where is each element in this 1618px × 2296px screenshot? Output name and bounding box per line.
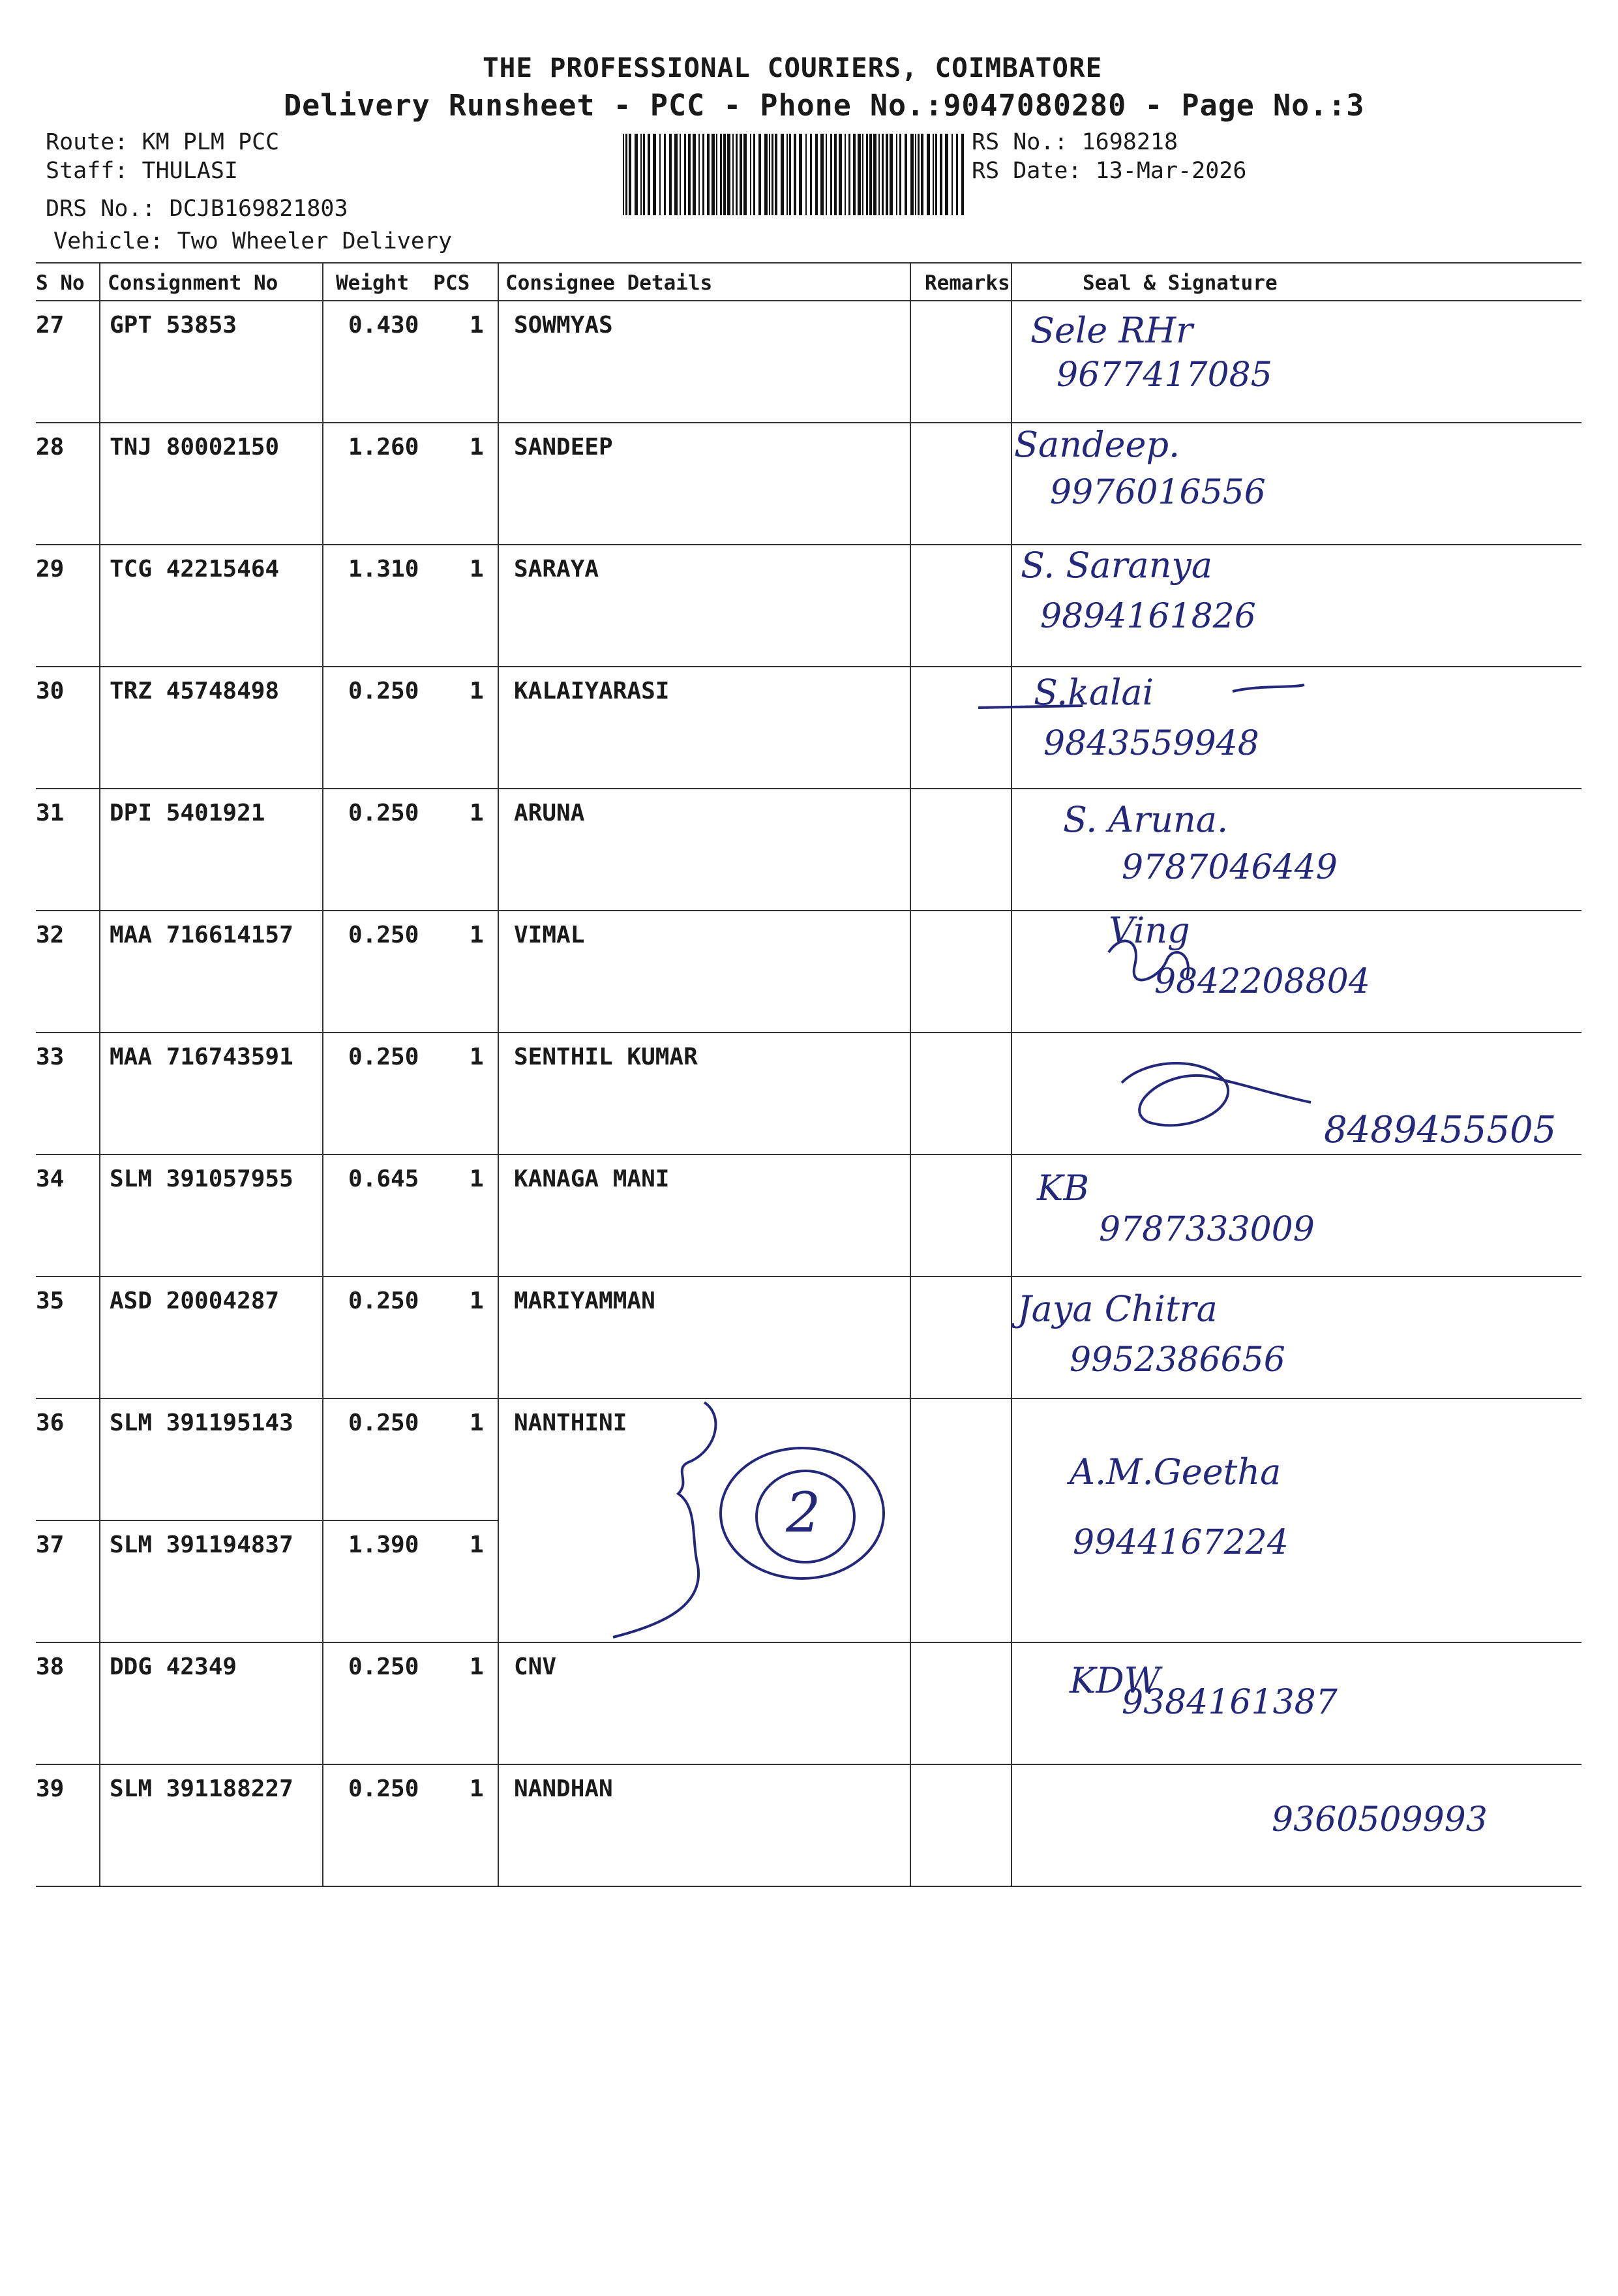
cell-consignment: TRZ 45748498 — [110, 678, 280, 704]
runsheet-subtitle: Delivery Runsheet - PCC - Phone No.:9047080280 - Page No.:3 — [284, 88, 1365, 123]
cell-sno: 38 — [36, 1654, 65, 1680]
cell-weight: 0.250 — [348, 1654, 419, 1680]
cell-sno: 37 — [36, 1532, 65, 1558]
cell-pcs: 1 — [470, 1044, 484, 1070]
cell-consignment: TCG 42215464 — [110, 556, 280, 582]
cell-sno: 35 — [36, 1288, 65, 1314]
cell-pcs: 1 — [470, 1410, 484, 1436]
cell-sno: 28 — [36, 434, 65, 461]
signature-name: KDW — [1070, 1660, 1161, 1701]
cell-pcs: 1 — [470, 312, 484, 339]
col-remarks: Remarks — [925, 271, 1010, 295]
cell-weight: 0.250 — [348, 800, 419, 826]
cell-consignee: SANDEEP — [514, 434, 613, 461]
signature-phone: 9952386656 — [1070, 1340, 1285, 1380]
signature-name: S.kalai — [1034, 672, 1154, 713]
cell-consignee: SARAYA — [514, 556, 599, 582]
cell-consignee: MARIYAMMAN — [514, 1288, 655, 1314]
cell-pcs: 1 — [470, 1775, 484, 1802]
cell-weight: 0.250 — [348, 922, 419, 948]
cell-consignment: ASD 20004287 — [110, 1288, 280, 1314]
signature-name: S. Saranya — [1021, 545, 1213, 586]
cell-consignment: TNJ 80002150 — [110, 434, 280, 461]
cell-sno: 31 — [36, 800, 65, 826]
cell-weight: 1.390 — [348, 1532, 419, 1558]
signature-name: Sandeep. — [1014, 424, 1180, 465]
signature-name: KB — [1037, 1168, 1090, 1209]
cell-weight: 0.645 — [348, 1166, 419, 1192]
cell-consignee: SENTHIL KUMAR — [514, 1044, 698, 1070]
cell-sno: 36 — [36, 1410, 65, 1436]
signature-phone: 9677417085 — [1056, 355, 1272, 395]
cell-weight: 0.250 — [348, 1044, 419, 1070]
cell-pcs: 1 — [470, 1288, 484, 1314]
signature-phone: 9787046449 — [1122, 848, 1338, 887]
cell-consignment: SLM 391194837 — [110, 1532, 293, 1558]
cell-sno: 29 — [36, 556, 65, 582]
route: Route: KM PLM PCC — [46, 129, 280, 155]
signature-phone: 9842208804 — [1154, 962, 1370, 1001]
cell-sno: 34 — [36, 1166, 65, 1192]
vehicle: Vehicle: Two Wheeler Delivery — [53, 228, 453, 254]
cell-weight: 1.260 — [348, 434, 419, 461]
signature-phone: 9843559948 — [1043, 724, 1259, 763]
cell-weight: 0.250 — [348, 1288, 419, 1314]
staff: Staff: THULASI — [46, 158, 239, 184]
cell-pcs: 1 — [470, 1654, 484, 1680]
cell-consignee: VIMAL — [514, 922, 585, 948]
rs-number: RS No.: 1698218 — [972, 129, 1178, 155]
cell-pcs: 1 — [470, 922, 484, 948]
col-consignment: Consignment No — [108, 271, 278, 295]
cell-consignee: SOWMYAS — [514, 312, 613, 339]
col-sno: S No — [36, 271, 85, 295]
cell-pcs: 1 — [470, 678, 484, 704]
signature-phone: 9384161387 — [1122, 1683, 1338, 1722]
signature-name: S. Aruna. — [1063, 799, 1229, 840]
circled-number: 2 — [786, 1481, 821, 1545]
ink-stroke-33 — [1122, 1063, 1311, 1125]
signature-phone: 9360509993 — [1272, 1800, 1488, 1839]
rs-date: RS Date: 13-Mar-2026 — [972, 158, 1247, 184]
ink-brace — [613, 1402, 715, 1637]
ink-stroke-30 — [978, 685, 1304, 708]
signature-name: Sele RHr — [1030, 310, 1193, 351]
cell-sno: 27 — [36, 312, 65, 339]
cell-pcs: 1 — [470, 1532, 484, 1558]
col-seal-signature: Seal & Signature — [1083, 271, 1278, 295]
signature-phone: 9976016556 — [1050, 473, 1266, 512]
cell-consignment: SLM 391195143 — [110, 1410, 293, 1436]
cell-consignee: NANTHINI — [514, 1410, 627, 1436]
signature-phone: 9894161826 — [1040, 597, 1256, 636]
cell-consignment: MAA 716614157 — [110, 922, 293, 948]
cell-consignment: MAA 716743591 — [110, 1044, 293, 1070]
col-weight-pcs: Weight PCS — [336, 271, 470, 295]
cell-sno: 39 — [36, 1775, 65, 1802]
cell-weight: 0.250 — [348, 1775, 419, 1802]
signature-phone: 8489455505 — [1324, 1109, 1557, 1151]
cell-pcs: 1 — [470, 1166, 484, 1192]
cell-consignee: KALAIYARASI — [514, 678, 670, 704]
cell-weight: 0.250 — [348, 678, 419, 704]
signature-name: A.M.Geetha — [1070, 1451, 1281, 1492]
cell-consignment: DDG 42349 — [110, 1654, 237, 1680]
ink-scribble-32 — [1109, 941, 1188, 980]
col-consignee: Consignee Details — [505, 271, 713, 295]
signature-name: Jaya Chitra — [1017, 1288, 1218, 1329]
cell-consignment: SLM 391057955 — [110, 1166, 293, 1192]
cell-pcs: 1 — [470, 434, 484, 461]
cell-weight: 0.430 — [348, 312, 419, 339]
cell-consignee: KANAGA MANI — [514, 1166, 670, 1192]
company-title: THE PROFESSIONAL COURIERS, COIMBATORE — [483, 52, 1103, 83]
cell-consignee: ARUNA — [514, 800, 585, 826]
cell-sno: 30 — [36, 678, 65, 704]
cell-consignment: DPI 5401921 — [110, 800, 265, 826]
cell-sno: 32 — [36, 922, 65, 948]
cell-pcs: 1 — [470, 556, 484, 582]
cell-consignment: SLM 391188227 — [110, 1775, 293, 1802]
cell-weight: 0.250 — [348, 1410, 419, 1436]
signature-phone: 9787333009 — [1099, 1210, 1315, 1249]
cell-weight: 1.310 — [348, 556, 419, 582]
cell-consignee: CNV — [514, 1654, 557, 1680]
signature-phone: 9944167224 — [1073, 1523, 1289, 1562]
signature-name: Ving — [1109, 910, 1190, 951]
cell-consignment: GPT 53853 — [110, 312, 237, 339]
cell-consignee: NANDHAN — [514, 1775, 613, 1802]
drs-number: DRS No.: DCJB169821803 — [46, 196, 348, 222]
cell-sno: 33 — [36, 1044, 65, 1070]
cell-pcs: 1 — [470, 800, 484, 826]
